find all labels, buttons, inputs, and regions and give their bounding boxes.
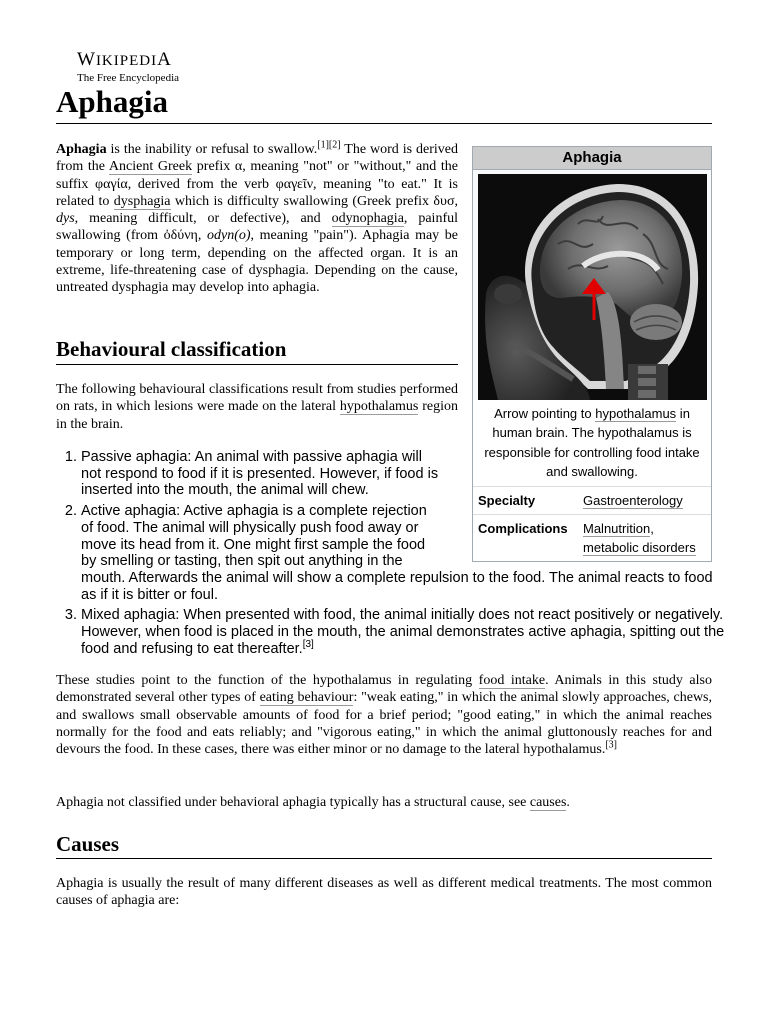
section-heading-behavioural: Behavioural classification [56,337,287,361]
section-divider [56,858,712,859]
ref-1[interactable]: [1] [317,139,329,151]
logo-tagline: The Free Encyclopedia [77,72,180,84]
link-eating-behaviour[interactable]: eating behaviour [259,690,354,706]
ref-2[interactable]: [2] [328,139,341,151]
list-item-mixed: 3. Mixed aphagia: When presented with food, the animal initially does not react positively or negatively. However, when food is placed in the mouth, the animal demonstrates active aphagia, spitting out the food and refusing to eat thereafter.[3] [81,607,731,657]
logo-wordmark: WIKIPEDIA [77,49,172,70]
mri-brain-image[interactable] [478,174,707,400]
wikipedia-logo[interactable] [77,50,217,85]
infobox-value-complications: Malnutrition, metabolic disorders [578,515,711,562]
ref-3[interactable]: [3] [302,638,314,650]
page-title: Aphagia [56,84,168,119]
infobox-label-specialty: Specialty [473,487,578,515]
intro-bold-term: Aphagia [56,142,107,157]
link-odynophagia[interactable]: odynophagia [331,211,404,227]
link-hypothalamus[interactable]: hypothalamus [339,399,419,415]
list-item-active: 2. Active aphagia: Active aphagia is a complete rejection of food. The animal will physically push food away or move its head from it. One might first sample the food by smelling or tasting, then spit out anything in the mouth. Afterwards the animal will show a complete repulsion to the food. The animal reacts to food as if it is bitter or foul. [81,503,731,603]
section-divider [56,364,458,365]
behavioural-intro: The following behavioural classifications result from studies performed on rats, in which lesions were made on the lateral hypothalamus region in the brain. [56,382,458,432]
section-heading-causes: Causes [56,832,120,856]
infobox-caption: Arrow pointing to hypothalamus in human brain. The hypothalamus is responsible for controlling food intake and swallowing. [473,400,711,486]
infobox-title: Aphagia [473,147,711,170]
ref-3-studies[interactable]: [3] [605,739,617,751]
infobox-label-complications: Complications [473,515,578,562]
link-gastroenterology[interactable]: Gastroenterology [583,493,683,509]
causes-paragraph: Aphagia is usually the result of many different diseases as well as different medical treatments. The most common causes of aphagia are: [56,876,712,909]
link-malnutrition[interactable]: Malnutrition [583,521,651,537]
behavioural-list [56,449,731,661]
link-ancient-greek[interactable]: Ancient Greek [108,159,193,175]
link-metabolic-disorders[interactable]: metabolic disorders [583,540,696,556]
link-dysphagia[interactable]: dysphagia [113,193,171,209]
studies-paragraph: These studies point to the function of the hypothalamus in regulating food intake. Animals in this study also demonstrated several other types of eating behaviour: "weak eating," in which the animal slowly approaches, chews, and swallows small observable amounts of food for a brief period; "good eating," in which the animal reaches normally for the food and eats reliably; and "vigorous eating," in which the animal gluttonously reaches for and devours the food. In these cases, there was either minor or no damage to the lateral hypothalamus.[3] [56,673,712,758]
list-item-passive: 1. Passive aphagia: An animal with passive aphagia will not respond to food if it is presented. However, if food is inserted into the mouth, the animal will chew. [81,449,731,499]
structural-paragraph: Aphagia not classified under behavioral aphagia typically has a structural cause, see causes. [56,795,570,810]
link-food-intake[interactable]: food intake [478,673,546,688]
link-hypothalamus-caption[interactable]: hypothalamus [595,406,677,421]
intro-paragraph: Aphagia is the inability or refusal to swallow.[1][2] The word is derived from the Ancient Greek prefix α, meaning "not" or "without," and the suffix φαγία, derived from the verb φαγεῖν, meaning "to eat." It is related to dysphagia which is difficulty swallowing (Greek prefix δυσ, dys, meaning difficult, or defective), and odynophagia, painful swallowing (from ὀδύνη, odyn(o), meaning "pain"). Aphagia may be temporary or long term, depending on the affected organ. It is an extreme, life-threatening case of dysphagia. Depending on the cause, untreated dysphagia may develop into aphagia. [56,139,459,296]
title-divider [56,123,712,124]
link-causes[interactable]: causes [529,795,567,810]
